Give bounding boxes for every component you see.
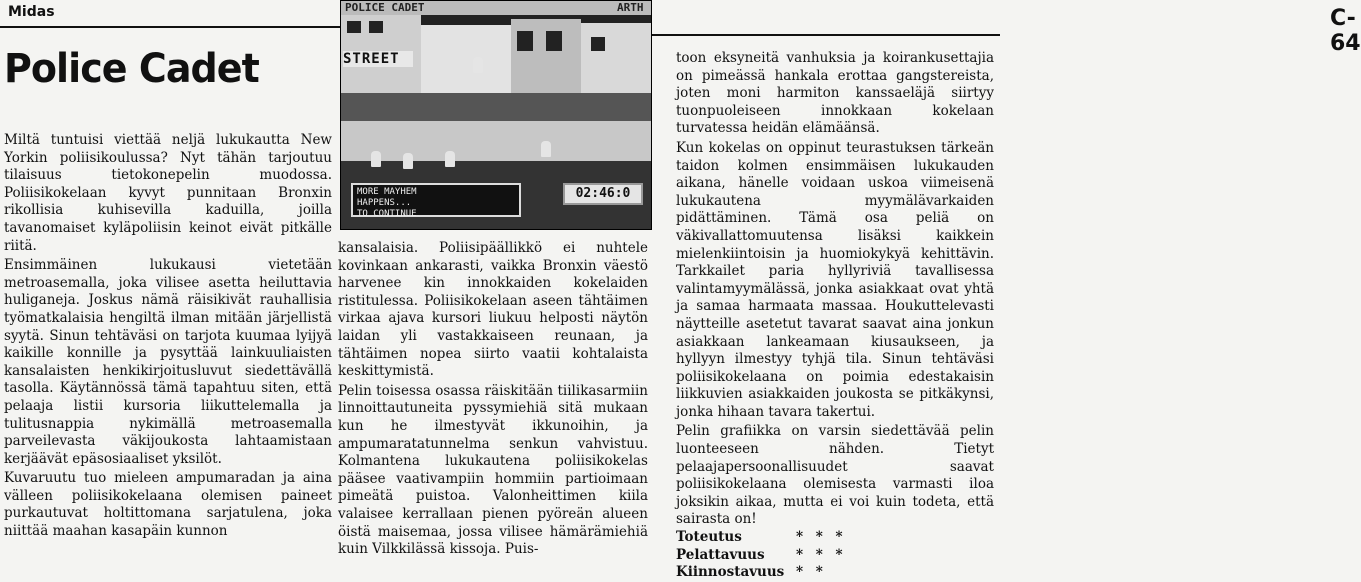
rating-label: Toteutus (676, 529, 742, 546)
platform-label: C-64 (1330, 6, 1361, 56)
header-band-right (650, 0, 1361, 56)
rating-row (676, 564, 994, 582)
game-hud (341, 1, 651, 15)
column-2 (338, 240, 648, 559)
building (581, 23, 651, 93)
rating-row (676, 547, 994, 565)
rating-stars: * * (796, 564, 827, 581)
window (369, 21, 383, 33)
article-title: Police Cadet (4, 46, 259, 92)
window (591, 37, 605, 51)
publisher-label: Midas (8, 4, 55, 20)
window (546, 31, 562, 51)
message-line: MORE MAYHEM (357, 187, 417, 197)
rating-label: Pelattavuus (676, 546, 765, 563)
paragraph: Miltä tuntuisi viettää neljä lukukautta New Yorkin poliisikoulussa? Nyt tähän tarjoutuu tilaisuus tietokonepelin muodossa. Poliisikokelaan kyvyt punnitaan Bronxin rikollisia kuhisevilla kaduilla, joilla tavanomaiset kyläpoliisin keinot eivät pitkälle riitä. (4, 132, 332, 254)
game-screenshot (340, 0, 652, 230)
building (421, 25, 511, 93)
sidewalk (341, 121, 651, 161)
window (347, 21, 361, 33)
column-3 (676, 50, 994, 582)
pedestrian-figure (403, 153, 413, 169)
hud-right: ARTH (617, 1, 644, 14)
paragraph: Ensimmäinen lukukausi vietetään metroasemalla, joka vilisee asetta heiluttavia huliganeja. Joskus nämä räisikivät rauhallisia työmatkalaisia hengiltä ilman mitään järjellistä syytä. Sinun tehtäväsi on tarjota kuumaa lyijyä kaikille konnille ja pysyttää lainkuuliaisten kansalaisten henkikirjoitusluvut siedettävällä tasolla. Käytännössä tämä tapahtuu siten, että pelaaja listii kursoria liikuttelemalla ja tulitusnappia nykimällä metroasemalla parveilevasta väkijoukosta lahtaamistaan kerjäävät epäsosiaaliset yksilöt. (4, 257, 332, 467)
pedestrian-figure (473, 57, 483, 73)
rating-stars: * * * (796, 546, 847, 563)
game-timer: 02:46:0 (563, 183, 643, 205)
street (341, 93, 651, 121)
paragraph: toon eksyneitä vanhuksia ja koirankusettajia on pimeässä hankala erottaa gangstereista, joten moni harmiton kanssaeläjä siirtyy tuonpuoleiseen innokkaan kokelaan turvatessa heidän elämäänsä. (676, 50, 994, 137)
rating-label: Kiinnostavuus (676, 564, 785, 581)
header-band-left (0, 0, 340, 28)
pedestrian-figure (541, 141, 551, 157)
column-1 (4, 132, 332, 541)
paragraph: Kuvaruutu tuo mieleen ampumaradan ja aina välleen poliisikokelaana olemisen paineet purkautuvat holtittomana sarjatulena, joka niittää maahan kasapäin kunnon (4, 470, 332, 540)
pedestrian-figure (445, 151, 455, 167)
paragraph: Kun kokelas on oppinut teurastuksen tärkeän taidon kolmen ensimmäisen lukukauden aikana, hänelle voidaan uskoa viimeisenä lukukautena myymälävarkaiden pidättäminen. Tämä osa peliä on väkivallattomuutensa lisäksi kaikkein mielenkiintoisin ja huomiokykyä kehittävin. Tarkkailet paria hyllyriviä tavallisessa valintamyymälässä, jonka asiakkaat ovat yhtä ja samaa harmaata massaa. Houkuttelevasti näytteille asetetut tavarat saavat aina jonkun asiakkaan lankeamaan kiusaukseen, ja hyllyyn ilmestyy tyhjä tila. Sinun tehtäväsi poliisikokelaana on poimia edestakaisin liikkuvien asiakkaiden joukosta se pitkäkynsi, jonka hihaan tavara takertui. (676, 139, 994, 420)
paragraph: Pelin toisessa osassa räiskitään tiilikasarmiin linnoittautuneita pyssymiehiä sitä mukaan kun he ilmestyvät ikkunoihin, ja ampumaratatunnelma senkun vahvistuu. Kolmantena lukukautena poliisikokelas pääsee vaativampiin hommiin partioimaan pimeätä puistoa. Valonheittimen kiila valaisee kerrallaan pienen pyöreän alueen öistä maisemaa, jossa vilisee hämärämiehiä kuin Vilkkilässä kissoja. Puis- (338, 382, 648, 558)
message-line: HAPPENS... (357, 198, 412, 208)
street-sign: STREET (343, 51, 413, 67)
hud-title: POLICE CADET (345, 1, 425, 14)
rating-stars: * * * (796, 529, 847, 546)
message-line: TO CONTINUE (357, 209, 417, 219)
paragraph: Pelin grafiikka on varsin siedettävää pelin luonteeseen nähden. Tietyt pelaajapersoonallisuudet saavat poliisikokelaana olemisesta varmasti iloa joksikin aikaa, mutta ei voi kuin todeta, että sairasta on! (676, 423, 994, 528)
paragraph: kansalaisia. Poliisipäällikkö ei nuhtele kovinkaan ankarasti, vaikka Bronxin väestö harvenee kin innokkaiden kokelaiden ristitulessa. Poliisikokelaan aseen tähtäimen virkaa ajava kursori liukuu helposti näytön laidan yli vastakkaiseen reunaan, ja tähtäimen nopea siirto vaatii kohtalaista keskittymistä. (338, 240, 648, 380)
rating-row (676, 529, 994, 547)
pedestrian-figure (371, 151, 381, 167)
window (517, 31, 533, 51)
game-message-box (351, 183, 521, 217)
